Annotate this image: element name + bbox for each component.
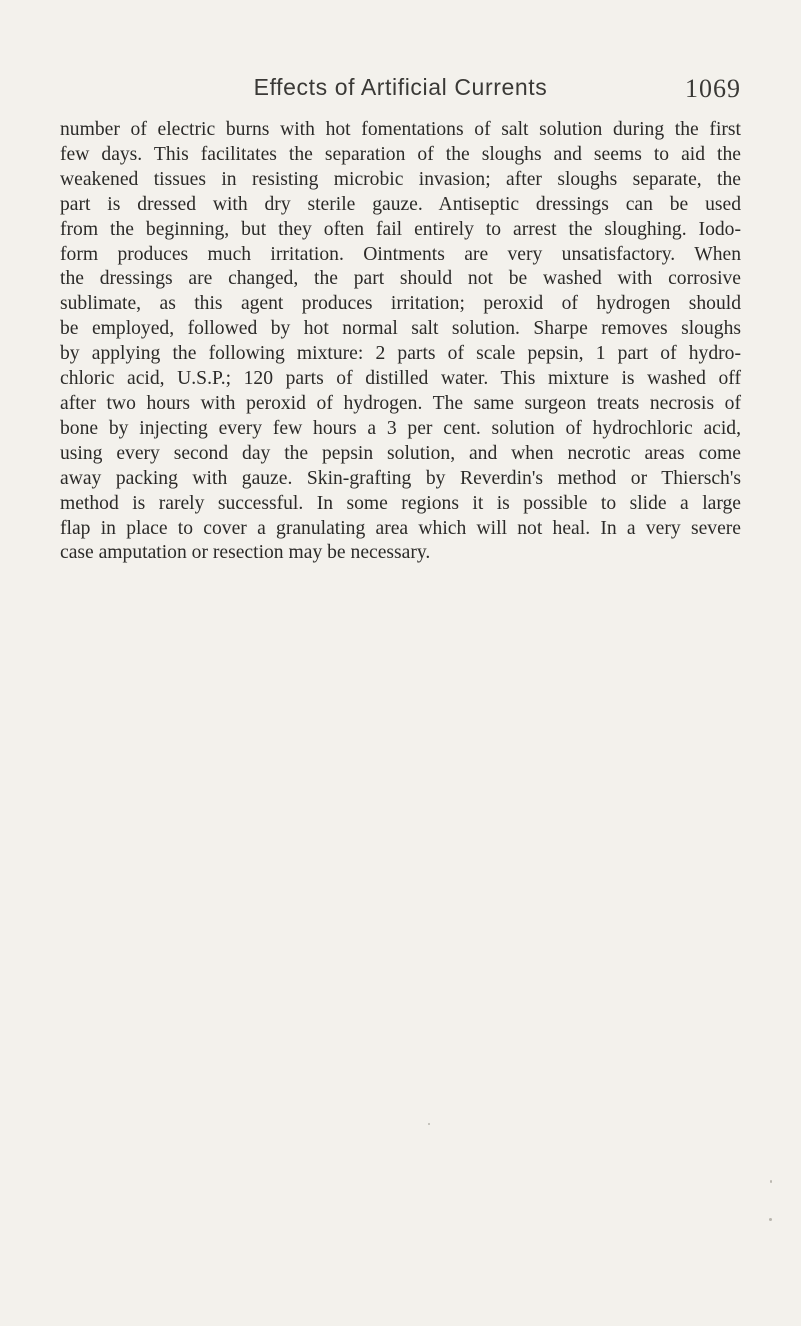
text-line: weakened tissues in resisting microbic invasion; after sloughs separate, the <box>60 168 741 190</box>
text-line: by applying the following mixture: 2 parts of scale pepsin, 1 part of hydro- <box>60 343 741 365</box>
text-line: the dressings are changed, the part should not be washed with corrosive <box>60 268 741 290</box>
text-line: few days. This facilitates the separation of the sloughs and seems to aid the <box>60 143 741 165</box>
text-line: method is rarely successful. In some regions it is possible to slide a large <box>60 492 741 514</box>
text-line: number of electric burns with hot fomentations of salt solution during the first <box>60 119 741 140</box>
running-title: Effects of Artificial Currents <box>253 74 548 100</box>
text-line: flap in place to cover a granulating area which will not heal. In a very severe <box>60 517 741 539</box>
page-number: 1069 <box>685 74 741 103</box>
text-line: case amputation or resection may be necessary. <box>60 542 431 564</box>
text-line: part is dressed with dry sterile gauze. Antiseptic dressings can be used <box>60 193 741 215</box>
text-line: from the beginning, but they often fail entirely to arrest the sloughing. Iodo- <box>60 218 741 240</box>
text-line: form produces much irritation. Ointments are very unsatisfactory. When <box>60 243 741 265</box>
paper-speck <box>428 1123 430 1125</box>
text-line: bone by injecting every few hours a 3 per cent. solution of hydrochloric acid, <box>60 417 741 439</box>
text-line: sublimate, as this agent produces irritation; peroxid of hydrogen should <box>60 293 741 315</box>
text-line: after two hours with peroxid of hydrogen. The same surgeon treats necrosis of <box>60 392 741 414</box>
text-line: be employed, followed by hot normal salt solution. Sharpe removes sloughs <box>60 318 741 340</box>
text-line: using every second day the pepsin solution, and when necrotic areas come <box>60 442 741 464</box>
running-head <box>60 74 741 108</box>
paper-speck <box>769 1218 772 1221</box>
paper-speck <box>770 1180 772 1183</box>
text-line: chloric acid, U.S.P.; 120 parts of distilled water. This mixture is washed off <box>60 368 741 390</box>
body-paragraph <box>60 118 741 566</box>
text-line: away packing with gauze. Skin-grafting by Reverdin's method or Thiersch's <box>60 467 741 489</box>
